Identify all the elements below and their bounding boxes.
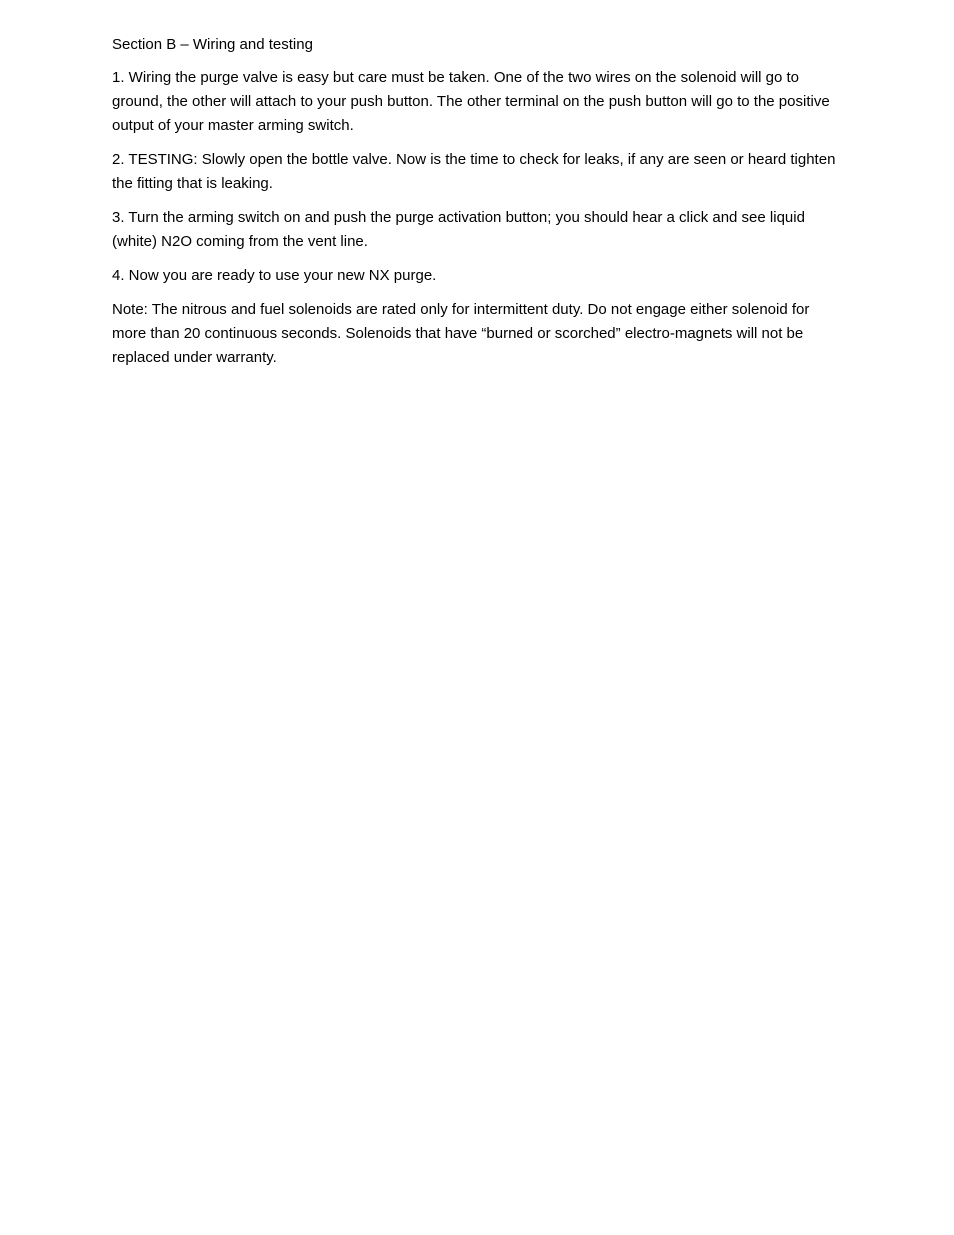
section-title: Section B – Wiring and testing (112, 36, 313, 53)
paragraph-testing: 2. TESTING: Slowly open the bottle valve. Now is the time to check for leaks, if any are seen or heard tighten the fitting that is leaking. (112, 151, 836, 192)
paragraph-ready: 4. Now you are ready to use your new NX purge. (112, 267, 437, 284)
paragraph-wiring: 1. Wiring the purge valve is easy but care must be taken. One of the two wires on the solenoid will go to ground, the other will attach to your push button. The other terminal on the push button will go to the positive output of your master arming switch. (112, 69, 830, 134)
paragraph-arming: 3. Turn the arming switch on and push the purge activation button; you should hear a click and see liquid (white) N2O coming from the vent line. (112, 209, 805, 250)
document-body (112, 33, 842, 380)
paragraph-note: Note: The nitrous and fuel solenoids are rated only for intermittent duty. Do not engage either solenoid for more than 20 continuous seconds. Solenoids that have “burned or scorched” electro-magnets will not be replaced under warranty. (112, 301, 810, 366)
